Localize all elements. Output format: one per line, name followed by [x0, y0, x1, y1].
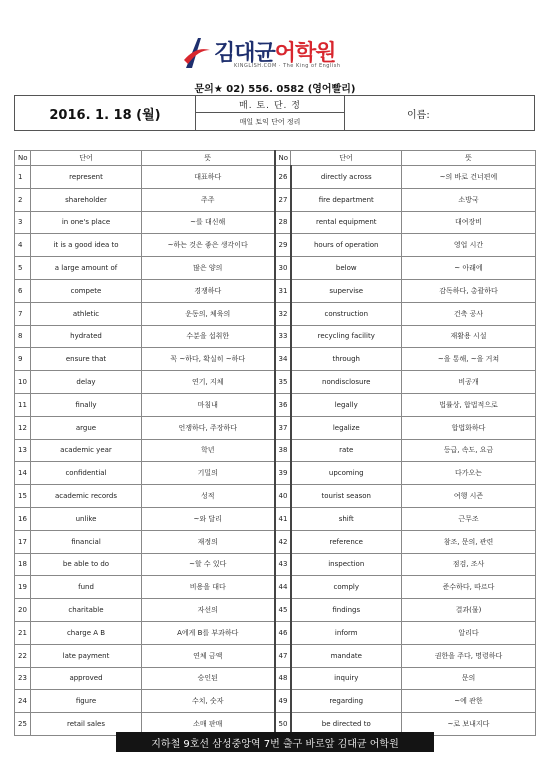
word-number: 38: [275, 439, 291, 462]
word-number: 50: [275, 713, 291, 736]
english-word: financial: [31, 530, 142, 553]
korean-meaning: ~를 대신해: [142, 211, 275, 234]
table-row: [15, 485, 536, 508]
word-number: 1: [15, 166, 31, 189]
english-word: ensure that: [31, 348, 142, 371]
english-word: rate: [291, 439, 402, 462]
korean-meaning: ~에 관한: [402, 690, 536, 713]
english-word: confidential: [31, 462, 142, 485]
korean-meaning: 자선의: [142, 599, 275, 622]
english-word: through: [291, 348, 402, 371]
table-row: [15, 188, 536, 211]
korean-meaning: ~을 통해, ~을 거쳐: [402, 348, 536, 371]
english-word: shareholder: [31, 188, 142, 211]
logo-name-part1: 김대균: [214, 41, 275, 66]
word-number: 6: [15, 279, 31, 302]
word-number: 4: [15, 234, 31, 257]
vocabulary-table: [14, 150, 536, 736]
worksheet-title-block: [195, 96, 345, 130]
english-word: below: [291, 257, 402, 280]
table-row: [15, 599, 536, 622]
english-word: it is a good idea to: [31, 234, 142, 257]
english-word: legally: [291, 393, 402, 416]
word-number: 34: [275, 348, 291, 371]
korean-meaning: 점검, 조사: [402, 553, 536, 576]
worksheet-subtitle: 매일 토익 단어 정리: [239, 117, 301, 126]
word-number: 33: [275, 325, 291, 348]
header-meaning: 뜻: [402, 151, 536, 166]
korean-meaning: 수치, 숫자: [142, 690, 275, 713]
word-number: 31: [275, 279, 291, 302]
word-number: 39: [275, 462, 291, 485]
english-word: argue: [31, 416, 142, 439]
korean-meaning: 결과(물): [402, 599, 536, 622]
word-number: 12: [15, 416, 31, 439]
korean-meaning: 참조, 문의, 관련: [402, 530, 536, 553]
english-word: fire department: [291, 188, 402, 211]
english-word: directly across: [291, 166, 402, 189]
korean-meaning: 권한을 주다, 명령하다: [402, 644, 536, 667]
word-number: 41: [275, 507, 291, 530]
word-number: 21: [15, 621, 31, 644]
word-number: 11: [15, 393, 31, 416]
english-word: finally: [31, 393, 142, 416]
english-word: fund: [31, 576, 142, 599]
korean-meaning: 법률상, 합법적으로: [402, 393, 536, 416]
korean-meaning: 성적: [142, 485, 275, 508]
english-word: charitable: [31, 599, 142, 622]
korean-meaning: 영업 시간: [402, 234, 536, 257]
table-row: [15, 393, 536, 416]
english-word: delay: [31, 371, 142, 394]
korean-meaning: 연체 금액: [142, 644, 275, 667]
logo-name-part2: 어학원: [274, 41, 336, 66]
table-row: [15, 279, 536, 302]
english-word: be directed to: [291, 713, 402, 736]
table-row: [15, 325, 536, 348]
korean-meaning: 준수하다, 따르다: [402, 576, 536, 599]
korean-meaning: 운동의, 체육의: [142, 302, 275, 325]
english-word: rental equipment: [291, 211, 402, 234]
table-row: [15, 621, 536, 644]
english-word: a large amount of: [31, 257, 142, 280]
english-word: figure: [31, 690, 142, 713]
word-number: 42: [275, 530, 291, 553]
korean-meaning: 다가오는: [402, 462, 536, 485]
word-number: 18: [15, 553, 31, 576]
english-word: unlike: [31, 507, 142, 530]
word-number: 5: [15, 257, 31, 280]
word-number: 13: [15, 439, 31, 462]
english-word: compete: [31, 279, 142, 302]
english-word: retail sales: [31, 713, 142, 736]
logo-swoosh-icon: [182, 34, 212, 72]
word-number: 40: [275, 485, 291, 508]
korean-meaning: 소방국: [402, 188, 536, 211]
korean-meaning: 대여장비: [402, 211, 536, 234]
korean-meaning: ~로 보내지다: [402, 713, 536, 736]
korean-meaning: 경쟁하다: [142, 279, 275, 302]
english-word: recycling facility: [291, 325, 402, 348]
korean-meaning: 언쟁하다, 주장하다: [142, 416, 275, 439]
english-word: legalize: [291, 416, 402, 439]
worksheet-title: 매. 토. 단. 정: [196, 96, 344, 113]
table-row: [15, 507, 536, 530]
english-word: late payment: [31, 644, 142, 667]
table-row: [15, 530, 536, 553]
word-number: 14: [15, 462, 31, 485]
worksheet-header: [14, 95, 535, 131]
word-number: 3: [15, 211, 31, 234]
english-word: shift: [291, 507, 402, 530]
header-no: No: [15, 151, 31, 166]
table-row: [15, 371, 536, 394]
word-number: 48: [275, 667, 291, 690]
korean-meaning: ~하는 것은 좋은 생각이다: [142, 234, 275, 257]
academy-logo: [180, 32, 380, 76]
table-row: [15, 257, 536, 280]
korean-meaning: 문의: [402, 667, 536, 690]
english-word: hydrated: [31, 325, 142, 348]
word-number: 23: [15, 667, 31, 690]
english-word: academic records: [31, 485, 142, 508]
word-number: 15: [15, 485, 31, 508]
word-number: 30: [275, 257, 291, 280]
table-row: [15, 234, 536, 257]
word-number: 32: [275, 302, 291, 325]
korean-meaning: ~와 달리: [142, 507, 275, 530]
table-row: [15, 553, 536, 576]
korean-meaning: 꼭 ~하다, 확실히 ~하다: [142, 348, 275, 371]
english-word: inspection: [291, 553, 402, 576]
table-row: [15, 439, 536, 462]
word-number: 37: [275, 416, 291, 439]
english-word: regarding: [291, 690, 402, 713]
english-word: charge A B: [31, 621, 142, 644]
worksheet-date: 2016. 1. 18 (월): [49, 107, 161, 123]
english-word: reference: [291, 530, 402, 553]
english-word: findings: [291, 599, 402, 622]
word-number: 2: [15, 188, 31, 211]
korean-meaning: 연기, 지체: [142, 371, 275, 394]
word-number: 46: [275, 621, 291, 644]
english-word: nondisclosure: [291, 371, 402, 394]
word-number: 49: [275, 690, 291, 713]
korean-meaning: 근무조: [402, 507, 536, 530]
korean-meaning: A에게 B를 부과하다: [142, 621, 275, 644]
korean-meaning: 마침내: [142, 393, 275, 416]
word-number: 22: [15, 644, 31, 667]
korean-meaning: 많은 양의: [142, 257, 275, 280]
english-word: inquiry: [291, 667, 402, 690]
word-number: 24: [15, 690, 31, 713]
korean-meaning: ~할 수 있다: [142, 553, 275, 576]
table-row: [15, 348, 536, 371]
korean-meaning: 주주: [142, 188, 275, 211]
table-row: [15, 211, 536, 234]
table-row: [15, 462, 536, 485]
header-meaning: 뜻: [142, 151, 275, 166]
footer-location-banner: 지하철 9호선 삼성중앙역 7번 출구 바로앞 김대균 어학원: [116, 732, 434, 752]
word-number: 17: [15, 530, 31, 553]
table-row: [15, 166, 536, 189]
table-row: [15, 667, 536, 690]
logo-tagline: KINGLISH.COM · The King of English: [234, 63, 341, 69]
word-number: 36: [275, 393, 291, 416]
korean-meaning: 학년: [142, 439, 275, 462]
korean-meaning: 대표하다: [142, 166, 275, 189]
header-word: 단어: [291, 151, 402, 166]
korean-meaning: 건축 공사: [402, 302, 536, 325]
korean-meaning: 재정의: [142, 530, 275, 553]
korean-meaning: 소매 판매: [142, 713, 275, 736]
korean-meaning: 여행 시즌: [402, 485, 536, 508]
word-number: 8: [15, 325, 31, 348]
word-number: 26: [275, 166, 291, 189]
word-number: 35: [275, 371, 291, 394]
word-number: 9: [15, 348, 31, 371]
english-word: academic year: [31, 439, 142, 462]
header-no: No: [275, 151, 291, 166]
header-word: 단어: [31, 151, 142, 166]
vocabulary-table-body: [15, 166, 536, 736]
korean-meaning: 합법화하다: [402, 416, 536, 439]
korean-meaning: 기밀의: [142, 462, 275, 485]
korean-meaning: 등급, 속도, 요금: [402, 439, 536, 462]
table-row: [15, 576, 536, 599]
english-word: tourist season: [291, 485, 402, 508]
english-word: hours of operation: [291, 234, 402, 257]
contact-phone: 문의★ 02) 556. 0582 (영어빨리): [194, 84, 356, 95]
word-number: 20: [15, 599, 31, 622]
english-word: upcoming: [291, 462, 402, 485]
korean-meaning: ~의 바로 건너편에: [402, 166, 536, 189]
table-header-row: [15, 151, 536, 166]
word-number: 27: [275, 188, 291, 211]
korean-meaning: 승인된: [142, 667, 275, 690]
word-number: 19: [15, 576, 31, 599]
english-word: represent: [31, 166, 142, 189]
name-label: 이름:: [407, 109, 430, 121]
word-number: 29: [275, 234, 291, 257]
word-number: 45: [275, 599, 291, 622]
table-row: [15, 644, 536, 667]
korean-meaning: 비용을 대다: [142, 576, 275, 599]
korean-meaning: 재활용 시설: [402, 325, 536, 348]
english-word: mandate: [291, 644, 402, 667]
english-word: supervise: [291, 279, 402, 302]
word-number: 47: [275, 644, 291, 667]
word-number: 28: [275, 211, 291, 234]
word-number: 25: [15, 713, 31, 736]
english-word: inform: [291, 621, 402, 644]
word-number: 44: [275, 576, 291, 599]
korean-meaning: 알리다: [402, 621, 536, 644]
table-row: [15, 690, 536, 713]
table-row: [15, 416, 536, 439]
korean-meaning: 감독하다, 총괄하다: [402, 279, 536, 302]
korean-meaning: 비공개: [402, 371, 536, 394]
word-number: 16: [15, 507, 31, 530]
english-word: approved: [31, 667, 142, 690]
table-row: [15, 302, 536, 325]
english-word: in one's place: [31, 211, 142, 234]
english-word: construction: [291, 302, 402, 325]
english-word: athletic: [31, 302, 142, 325]
korean-meaning: 수분을 섭취한: [142, 325, 275, 348]
word-number: 7: [15, 302, 31, 325]
word-number: 43: [275, 553, 291, 576]
english-word: be able to do: [31, 553, 142, 576]
korean-meaning: ~ 아래에: [402, 257, 536, 280]
word-number: 10: [15, 371, 31, 394]
english-word: comply: [291, 576, 402, 599]
